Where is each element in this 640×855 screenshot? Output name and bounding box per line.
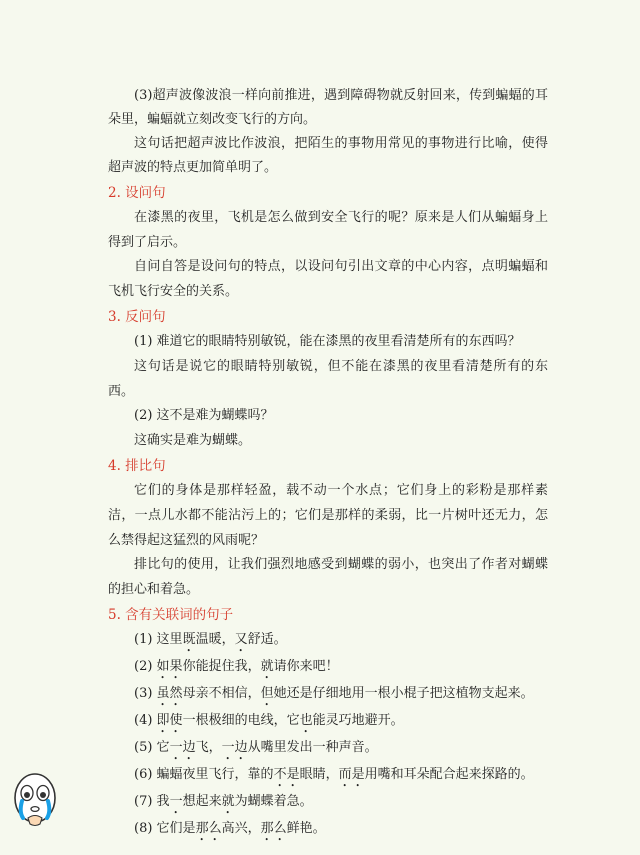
sentence-text: (6) 蝙蝠夜里飞行，靠的 <box>134 767 274 783</box>
sentence-text: 飞， <box>195 740 222 756</box>
conjunction-word: 既 <box>182 632 196 648</box>
conjunction-word: 也 <box>299 713 313 729</box>
s2-explanation: 自问自答是设问句的特点，以设问句引出文章的中心内容，点明蝙蝠和飞机飞行安全的关系。 <box>108 259 548 299</box>
conjunction-word: 一 <box>169 794 183 810</box>
conjunction-word: 那么 <box>195 821 222 837</box>
conjunction-word: 那么 <box>260 821 287 837</box>
sentence-text: 母亲不相信， <box>182 686 261 702</box>
conjunction-word: 就 <box>260 659 274 675</box>
conjunction-sentence <box>108 709 548 736</box>
intro-explanation: 这句话把超声波比作波浪，把陌生的事物用常见的事物进行比喻，使得超声波的特点更加简单明了。 <box>108 136 548 175</box>
conjunction-word: 虽然 <box>156 686 183 702</box>
sentence-text: 温暖， <box>195 632 235 648</box>
sentence-text: (5) 它 <box>134 740 170 756</box>
sentence-text: 鲜艳。 <box>286 821 326 837</box>
s2-example: 在漆黑的夜里，飞机是怎么做到安全飞行的呢？原来是人们从蝙蝠身上得到了启示。 <box>108 210 548 250</box>
sentence-text: 舒适。 <box>247 632 287 648</box>
heading-reverse-question: 3. 反问句 <box>108 309 166 326</box>
conjunction-word: 又 <box>234 632 248 648</box>
heading-parallelism: 4. 排比句 <box>108 458 166 475</box>
sentence-text: (4) <box>134 713 157 729</box>
conjunction-sentence <box>108 817 548 844</box>
sentence-text: 她还是仔细地用一根小棍子把这植物支起来。 <box>273 686 534 702</box>
heading-conjunctions: 5. 含有关联词的句子 <box>108 607 234 624</box>
sentence-text: 你能捉住我， <box>182 659 261 675</box>
sentence-text: 从嘴里发出一种声音。 <box>247 740 378 756</box>
conjunction-sentence <box>108 682 548 709</box>
s4-example: 它们的身体是那样轻盈，载不动一个水点；它们身上的彩粉是那样素洁，一点儿水都不能沾污上的；它们是那样的柔弱，比一片树叶还无力，怎么禁得起这猛烈的风雨呢？ <box>108 483 548 548</box>
intro-sentence: (3)超声波像波浪一样向前推进，遇到障碍物就反射回来，传到蝙蝠的耳朵里，蝙蝠就立刻改变飞行的方向。 <box>108 88 548 127</box>
sentence-text: (1) 这里 <box>134 632 183 648</box>
sentence-text: (8) 它们是 <box>134 821 196 837</box>
conjunction-sentence <box>108 790 548 817</box>
conjunction-word: 即使 <box>156 713 183 729</box>
conjunction-word: 一边 <box>221 740 248 756</box>
sentence-text: (7) 我 <box>134 794 170 810</box>
sentence-text: 用嘴和耳朵配合起来探路的。 <box>364 767 534 783</box>
sentence-text: (2) <box>134 659 157 675</box>
conjunction-sentence-list <box>108 628 548 844</box>
crying-face-icon <box>10 768 60 830</box>
s3-explanation-2: 这确实是难为蝴蝶。 <box>134 432 252 448</box>
conjunction-sentence <box>108 628 548 655</box>
conjunction-word: 而是 <box>338 767 365 783</box>
conjunction-word: 如果 <box>156 659 183 675</box>
document-body <box>108 84 548 844</box>
conjunction-word: 但 <box>260 686 274 702</box>
sentence-text: 能灵巧地避开。 <box>312 713 404 729</box>
conjunction-word: 不是 <box>273 767 300 783</box>
s4-explanation: 排比句的使用，让我们强烈地感受到蝴蝶的弱小，也突出了作者对蝴蝶的担心和着急。 <box>108 557 548 597</box>
heading-rhetorical-question: 2. 设问句 <box>108 185 166 201</box>
conjunction-sentence <box>108 736 548 763</box>
sentence-text: 高兴， <box>221 821 261 837</box>
sentence-text: 一根极细的电线，它 <box>182 713 300 729</box>
sentence-text: 眼睛， <box>299 767 339 783</box>
conjunction-word: 就 <box>221 794 235 810</box>
sentence-text: (3) <box>134 686 157 702</box>
conjunction-word: 一边 <box>169 740 196 756</box>
sentence-text: 请你来吧！ <box>273 659 339 675</box>
conjunction-sentence <box>108 655 548 682</box>
conjunction-sentence <box>108 763 548 790</box>
s3-example-2: (2) 这不是难为蝴蝶吗？ <box>134 408 274 424</box>
sentence-text: 为蝴蝶着急。 <box>234 794 313 810</box>
s3-example-1: (1) 难道它的眼睛特别敏锐，能在漆黑的夜里看清楚所有的东西吗？ <box>134 334 521 350</box>
s3-explanation-1: 这句话是说它的眼睛特别敏锐，但不能在漆黑的夜里看清楚所有的东西。 <box>108 358 548 399</box>
sentence-text: 想起来 <box>182 794 222 810</box>
